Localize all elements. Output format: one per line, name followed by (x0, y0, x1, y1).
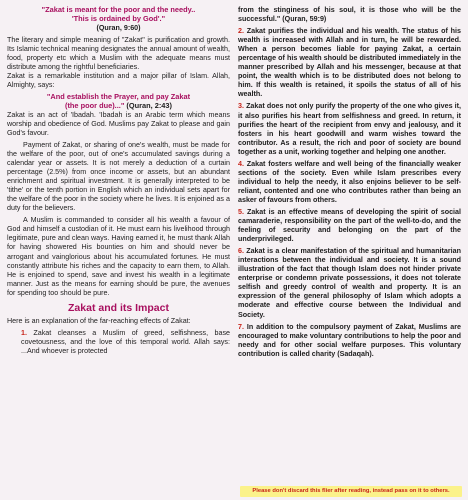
quote-1-line-1: "Zakat is meant for the poor and the needy.. (41, 6, 196, 14)
point-4-number: 4. (238, 159, 244, 168)
point-7-number: 7. (238, 322, 244, 331)
point-1-text: Zakat cleanses a Muslim of greed, selfishness, base covetousness, and the love of this temporal world. Allah says: ...And whoever is protected (21, 329, 230, 356)
paragraph-custodian: A Muslim is commanded to consider all his wealth a favour of God and himself a custodian of it. He must earn his livelihood through legitimate, pure and clean ways. Having earned it, he must thank Allah for having showered His bounties on him and should never be arrogant and vainglorious about his accumulated fortunes. He must constantly attribute his riches and the capacity to earn them, to Allah. He is enjoined to spend, save and invest his wealth in a legitimate manner. Just as the means for earning should be pure, the avenues for spending too should be pure. (7, 216, 230, 297)
quote-2-text: (the poor due)..." (65, 100, 125, 110)
point-3-number: 3. (238, 102, 244, 111)
point-1-continued: from the stinginess of his soul, it is those who will be the successful." (Quran, 59:9) (238, 6, 461, 24)
point-4 (238, 160, 461, 205)
quote-2-line-2 (7, 102, 230, 111)
quote-2-line-1: "And establish the Prayer, and pay Zakat (46, 92, 191, 102)
point-1-number: 1. (21, 329, 27, 338)
point-2 (238, 27, 461, 99)
point-2-text: Zakat purifies the individual and his wealth. The status of his wealth is increased with Allah and in turn, he will be rewarded. When a person becomes liable for paying Zakat, a certain percentage of his wealth should be distributed immediately in the manner prescribed by Allah and his messenger, because at that point, the wealth which is to be distributed does not belong to him. If this wealth is retained, it spoils the status of all of his wealth. (238, 27, 461, 99)
section-intro: Here is an explanation of the far-reaching effects of Zakat: (7, 317, 191, 326)
point-7 (238, 323, 461, 359)
left-column (7, 6, 230, 496)
point-5 (238, 208, 461, 244)
paragraph-meaning: The literary and simple meaning of "Zakat" is purification and growth. Its Islamic technical meaning designates the annual amount of wealth, food, property etc which a Muslim with the adequate means must distribute among the rightful beneficiaries. (7, 35, 230, 71)
point-1 (7, 329, 230, 356)
section-title: Zakat and its Impact (68, 301, 169, 314)
quote-1-reference: (Quran, 9:60) (96, 23, 141, 32)
point-5-number: 5. (238, 207, 244, 216)
paragraph-pillar: Zakat is a remarkable institution and a major pillar of Islam. Allah, Almighty, says: (7, 71, 230, 90)
point-3-text: Zakat does not only purify the property of the one who gives it, it also purifies his heart from selfishness and greed. In return, it purifies the heart of the recipient from envy and jealousy, and it fosters in his heart goodwill and warm wishes toward the contributor. As a result, the rich and poor of society are bound together as a unit, working together and helping one another. (238, 102, 461, 156)
paragraph-payment: Payment of Zakat, or sharing of one's wealth, must be made for the welfare of the poor, out of one's accumulated savings during a calendar year or assets. It is not merely a deduction of a curtain percentage (2.5%) from once income or assets, but an abundant enrichment and spiritual investment. It is generally interpreted to be 'tithe' or the tenth portion in English which an individual sets apart for the welfare of the poor in the society where he lives. It is enjoined as a duty for the believers. (7, 140, 230, 213)
point-4-text: Zakat fosters welfare and well being of the financially weaker sections of the society. Even while Islam prescribes every individual to help the needy, it also enjoins believer to be self-reliant, contented and one who contributes rather than being an asker of favours from others. (238, 159, 461, 204)
point-6-text: Zakat is a clear manifestation of the spiritual and humanitarian interactions between the individual and society. It is a sound illustration of the fact that though Islam does not hinder private enterprise or condemn private possessions, it does not tolerate selfish and greedy control of wealth and property. It is an expression of the general philosophy of Islam which adopts a moderate and effective course between the Individual and Society. (238, 247, 461, 319)
point-2-number: 2. (238, 27, 244, 36)
point-6 (238, 247, 461, 319)
quote-1-line-2: 'This is ordained by God'." (71, 13, 166, 23)
right-column (238, 6, 461, 496)
point-3 (238, 102, 461, 156)
pass-on-notice: Please don't discard this flier after reading, instead pass on it to others. (240, 486, 462, 497)
point-5-text: Zakat is an effective means of developing the spirit of social camaraderie, responsibility on the part of the well-to-do, and the feeling of security and belonging on the part of the underprivileged. (238, 207, 461, 244)
quote-2-reference: (Quran, 2:43) (126, 100, 172, 110)
point-7-text: In addition to the compulsory payment of Zakat, Muslims are encouraged to make voluntary contributions to help the poor and needy and for other social welfare purposes. This voluntary contribution is called charity (Sadaqah). (238, 322, 461, 358)
point-6-number: 6. (238, 247, 244, 256)
paragraph-ibadah: Zakat is an act of 'Ibadah. 'Ibadah is an Arabic term which means worship and obedience of God. Muslims pay Zakat to please and gain God's favour. (7, 110, 230, 137)
